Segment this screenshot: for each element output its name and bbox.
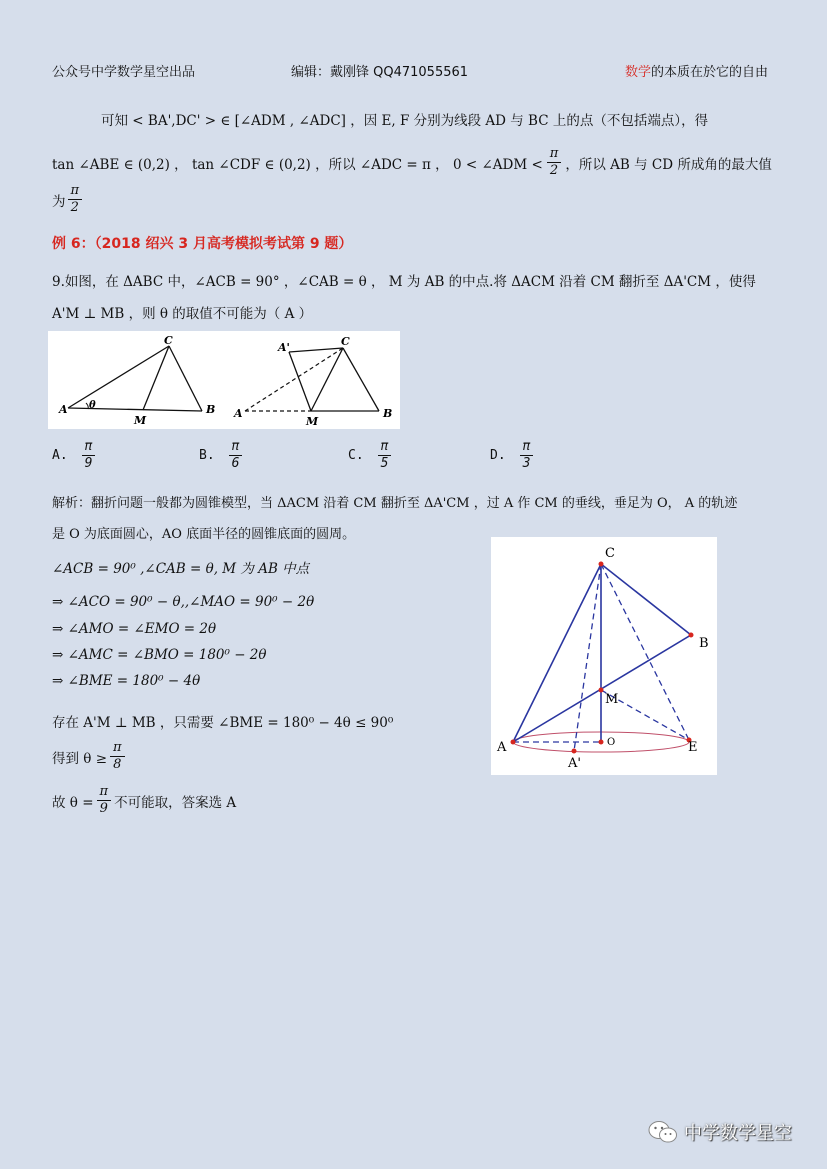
header-motto-highlight: 数学	[625, 65, 652, 80]
cone-figure	[491, 537, 717, 775]
option-c-num: π	[378, 439, 392, 456]
option-b-fraction	[229, 439, 243, 473]
analysis-conclusion-num: π	[97, 784, 112, 801]
cone-label-a-prime: A'	[568, 756, 581, 771]
analysis-step-3: ⇒ ∠AMO = ∠EMO = 2θ	[52, 621, 217, 637]
option-d-fraction	[520, 439, 534, 473]
fig2-label-m: M	[306, 415, 319, 428]
watermark	[648, 1119, 792, 1145]
analysis-step-1: ∠ACB = 90⁰ ,∠CAB = θ, M 为 AB 中点	[52, 561, 310, 577]
cone-label-c: C	[605, 546, 615, 561]
intro-line-2-end: ，所以 AB 与 CD 所成角的最大值	[565, 156, 772, 173]
analysis-step-2: ⇒ ∠ACO = 90⁰ − θ,,∠MAO = 90⁰ − 2θ	[52, 594, 315, 610]
analysis-conclusion	[52, 784, 236, 818]
cone-figure-svg	[491, 537, 717, 775]
fig2-label-b: B	[383, 407, 393, 420]
option-b-letter: B.	[199, 448, 215, 464]
header-editor: 编辑：戴刚锋 QQ471055561	[291, 65, 469, 80]
cone-label-o: O	[607, 737, 616, 748]
header-motto	[625, 61, 768, 80]
cone-label-e: E	[688, 740, 698, 755]
intro-answer-num: π	[68, 183, 83, 200]
option-a-den: 9	[84, 456, 93, 472]
option-c-fraction	[378, 439, 392, 473]
option-b-num: π	[229, 439, 243, 456]
option-d-num: π	[520, 439, 534, 456]
analysis-conclusion-fraction	[97, 784, 112, 818]
option-a-num: π	[82, 439, 96, 456]
figure-triangle-abc	[58, 334, 215, 427]
option-c-letter: C.	[348, 448, 364, 464]
intro-line-3-prefix: 为	[52, 193, 66, 210]
question-line-1: 9.如图，在 ΔABC 中，∠ACB = 90° ，∠CAB = θ ， M 为 AB 的中点.将 ΔACM 沿着 CM 翻折至 ΔA'CM ，使得	[52, 274, 756, 290]
analysis-conclusion-prefix: 故 θ =	[52, 794, 94, 811]
analysis-step-7	[52, 740, 125, 774]
example-title: 例 6：（2018 绍兴 3 月高考模拟考试第 9 题）	[52, 236, 353, 252]
option-d-den: 3	[522, 456, 531, 472]
analysis-conclusion-den: 9	[99, 801, 108, 817]
question-line-2: A'M ⊥ MB ，则 θ 的取值不可能为（ A ）	[52, 306, 313, 322]
watermark-text: 中学数学星空	[684, 1123, 792, 1144]
analysis-step-5: ⇒ ∠BME = 180⁰ − 4θ	[52, 673, 201, 689]
intro-line-1: 可知 < BA',DC' > ∈ [∠ADM , ∠ADC] ，因 E, F 分别为线段 AD 与 BC 上的点（不包括端点），得	[101, 113, 709, 129]
cone-label-m: M	[605, 692, 619, 707]
option-a	[52, 439, 95, 473]
option-a-fraction	[82, 439, 96, 473]
analysis-step-4: ⇒ ∠AMC = ∠BMO = 180⁰ − 2θ	[52, 647, 267, 663]
intro-line-2	[52, 146, 772, 180]
option-b	[199, 439, 242, 473]
option-d	[490, 439, 533, 473]
intro-fraction-num: π	[547, 146, 562, 163]
option-c-den: 5	[380, 456, 389, 472]
header-motto-rest: 的本质在於它的自由	[651, 65, 769, 80]
fig1-label-theta: θ	[89, 400, 96, 411]
wechat-icon	[648, 1119, 678, 1145]
cone-label-a: A	[497, 740, 507, 755]
fig2-label-c: C	[341, 335, 350, 348]
header-source: 公众号中学数学星空出品	[52, 65, 196, 80]
fig1-label-c: C	[164, 334, 173, 347]
fig1-label-a: A	[59, 403, 68, 416]
fig1-label-m: M	[134, 414, 147, 427]
option-a-letter: A.	[52, 448, 68, 464]
analysis-step-6: 存在 A'M ⊥ MB ，只需要 ∠BME = 180⁰ − 4θ ≤ 90⁰	[52, 715, 394, 731]
analysis-step-7-fraction	[110, 740, 125, 774]
question-figure	[48, 331, 400, 429]
intro-fraction	[547, 146, 562, 180]
analysis-conclusion-suffix: 不可能取，答案选 A	[114, 794, 237, 811]
analysis-step-7-num: π	[110, 740, 125, 757]
analysis-step-7-prefix: 得到 θ ≥	[52, 750, 108, 767]
analysis-step-7-den: 8	[113, 757, 122, 773]
fig2-label-a-prime: A'	[278, 341, 290, 354]
fig1-label-b: B	[206, 403, 216, 416]
option-d-letter: D.	[490, 448, 506, 464]
intro-answer-den: 2	[70, 200, 79, 216]
intro-answer-fraction	[68, 183, 83, 217]
intro-line-3	[52, 183, 82, 217]
option-c	[348, 439, 391, 473]
cone-label-b: B	[699, 636, 709, 651]
question-figure-svg	[48, 331, 400, 429]
analysis-line-2: 是 O 为底面圆心，AO 底面半径的圆锥底面的圆周。	[52, 527, 356, 542]
fig2-label-a: A	[234, 407, 243, 420]
option-b-den: 6	[231, 456, 240, 472]
intro-line-2-start: tan ∠ABE ∈ (0,2) ， tan ∠CDF ∈ (0,2) ，所以 ∠ADC = π ， 0 < ∠ADM <	[52, 156, 543, 173]
analysis-line-1: 解析：翻折问题一般都为圆锥模型，当 ΔACM 沿着 CM 翻折至 ΔA'CM ，过 A 作 CM 的垂线，垂足为 O， A 的轨迹	[52, 496, 738, 511]
figure-folded-triangle	[233, 335, 392, 428]
intro-fraction-den: 2	[549, 163, 559, 179]
